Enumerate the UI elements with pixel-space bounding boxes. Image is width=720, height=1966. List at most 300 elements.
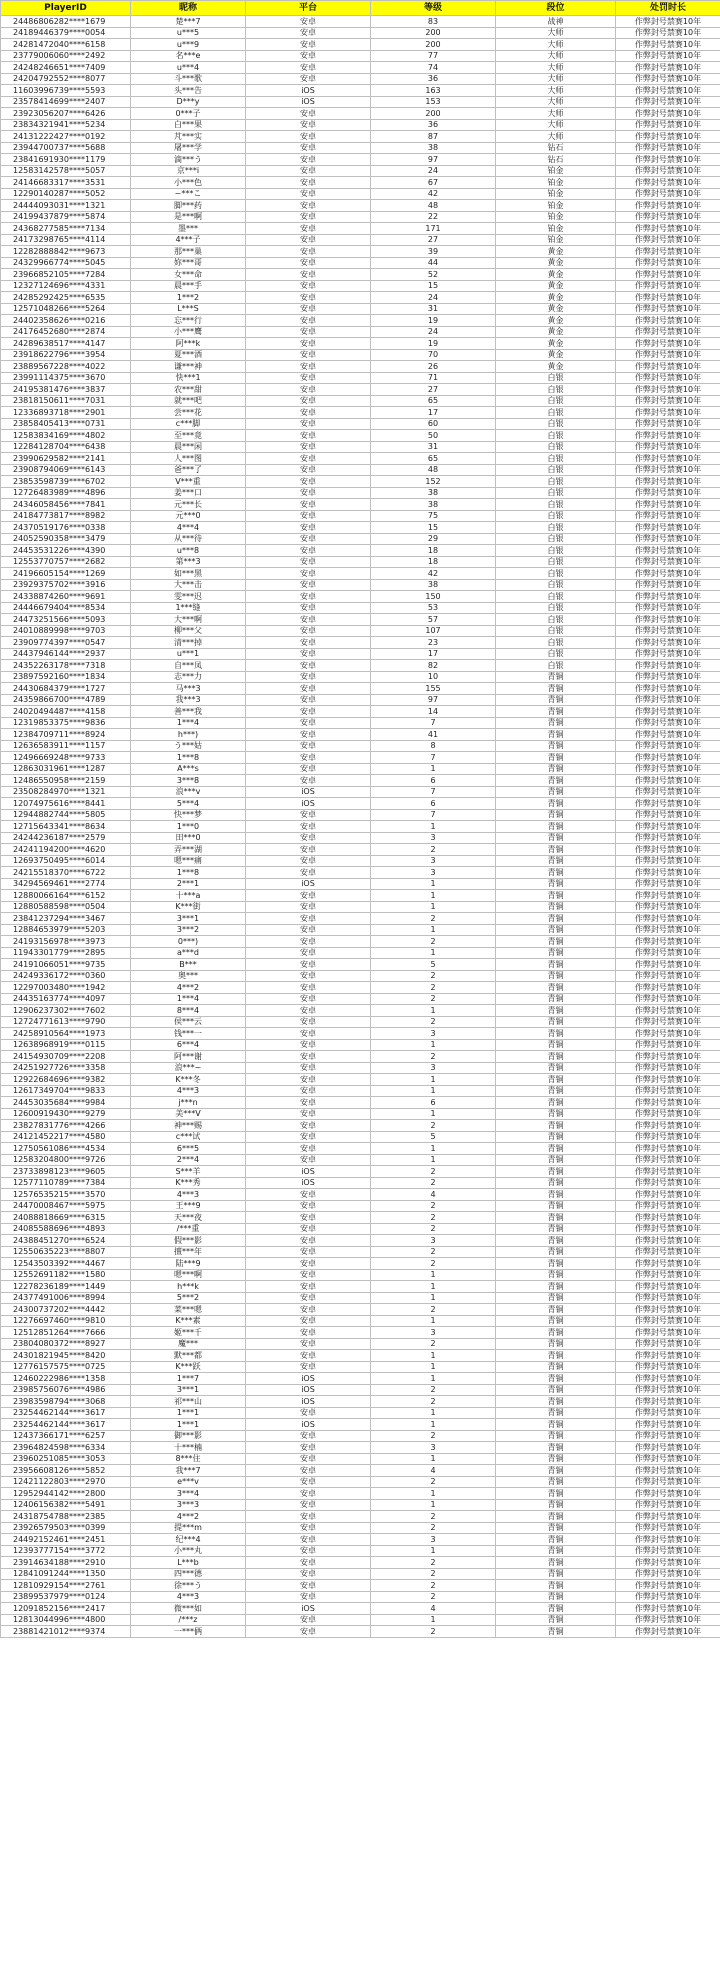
cell-rank: 青铜 bbox=[496, 1143, 616, 1155]
cell-rank: 青铜 bbox=[496, 890, 616, 902]
table-row[interactable] bbox=[1, 326, 720, 338]
table-row[interactable] bbox=[1, 1407, 720, 1419]
table-row[interactable] bbox=[1, 1200, 720, 1212]
table-row[interactable] bbox=[1, 1212, 720, 1224]
cell-platform: 安卓 bbox=[246, 556, 371, 568]
table-row[interactable] bbox=[1, 763, 720, 775]
cell-penalty: 作弊封号禁赛10年 bbox=[616, 1568, 720, 1580]
cell-rank: 青铜 bbox=[496, 1396, 616, 1408]
table-row[interactable] bbox=[1, 1557, 720, 1569]
cell-player-id: 24318754788****2385 bbox=[1, 1511, 131, 1523]
cell-rank: 白银 bbox=[496, 430, 616, 442]
cell-rank: 青铜 bbox=[496, 1338, 616, 1350]
table-row[interactable] bbox=[1, 844, 720, 856]
table-row[interactable] bbox=[1, 1476, 720, 1488]
cell-nickname: 如***黑 bbox=[131, 568, 246, 580]
cell-rank: 白银 bbox=[496, 660, 616, 672]
cell-penalty: 作弊封号禁赛10年 bbox=[616, 591, 720, 603]
table-row[interactable] bbox=[1, 315, 720, 327]
table-row[interactable] bbox=[1, 637, 720, 649]
cell-penalty: 作弊封号禁赛10年 bbox=[616, 1603, 720, 1615]
table-row[interactable] bbox=[1, 1051, 720, 1063]
table-row[interactable] bbox=[1, 982, 720, 994]
table-row[interactable] bbox=[1, 936, 720, 948]
table-row[interactable] bbox=[1, 706, 720, 718]
cell-penalty: 作弊封号禁赛10年 bbox=[616, 671, 720, 683]
cell-player-id: 23254462144****3617 bbox=[1, 1419, 131, 1431]
cell-level: 7 bbox=[371, 752, 496, 764]
cell-rank: 青铜 bbox=[496, 1200, 616, 1212]
cell-penalty: 作弊封号禁赛10年 bbox=[616, 395, 720, 407]
table-row[interactable] bbox=[1, 476, 720, 488]
cell-nickname: 3***1 bbox=[131, 913, 246, 925]
table-row[interactable] bbox=[1, 430, 720, 442]
cell-rank: 白银 bbox=[496, 602, 616, 614]
table-row[interactable] bbox=[1, 545, 720, 557]
cell-penalty: 作弊封号禁赛10年 bbox=[616, 200, 720, 212]
table-row[interactable] bbox=[1, 510, 720, 522]
cell-rank: 大师 bbox=[496, 119, 616, 131]
table-row[interactable] bbox=[1, 924, 720, 936]
table-row[interactable] bbox=[1, 1338, 720, 1350]
table-row[interactable] bbox=[1, 867, 720, 879]
cell-platform: 安卓 bbox=[246, 1212, 371, 1224]
header-nickname[interactable]: 昵称 bbox=[131, 1, 246, 16]
cell-penalty: 作弊封号禁赛10年 bbox=[616, 16, 720, 28]
cell-penalty: 作弊封号禁赛10年 bbox=[616, 1028, 720, 1040]
table-row[interactable] bbox=[1, 855, 720, 867]
cell-penalty: 作弊封号禁赛10年 bbox=[616, 1097, 720, 1109]
cell-rank: 青铜 bbox=[496, 844, 616, 856]
cell-penalty: 作弊封号禁赛10年 bbox=[616, 844, 720, 856]
cell-level: 2 bbox=[371, 1626, 496, 1638]
cell-rank: 青铜 bbox=[496, 752, 616, 764]
cell-player-id: 24199437879****5874 bbox=[1, 211, 131, 223]
cell-platform: iOS bbox=[246, 85, 371, 97]
cell-nickname: 钱***一 bbox=[131, 1028, 246, 1040]
table-row[interactable] bbox=[1, 1384, 720, 1396]
cell-rank: 黄金 bbox=[496, 269, 616, 281]
cell-level: 44 bbox=[371, 257, 496, 269]
table-row[interactable] bbox=[1, 901, 720, 913]
table-row[interactable] bbox=[1, 257, 720, 269]
cell-nickname: c***试 bbox=[131, 1131, 246, 1143]
table-row[interactable] bbox=[1, 223, 720, 235]
cell-player-id: 23929375702****3916 bbox=[1, 579, 131, 591]
cell-player-id: 12600919430****9279 bbox=[1, 1108, 131, 1120]
cell-nickname: 阿***k bbox=[131, 338, 246, 350]
cell-nickname: 楚***7 bbox=[131, 16, 246, 28]
table-row[interactable] bbox=[1, 890, 720, 902]
cell-player-id: 12750561086****4534 bbox=[1, 1143, 131, 1155]
cell-level: 19 bbox=[371, 315, 496, 327]
cell-nickname: 十***a bbox=[131, 890, 246, 902]
table-row[interactable] bbox=[1, 1568, 720, 1580]
cell-platform: 安卓 bbox=[246, 441, 371, 453]
cell-platform: 安卓 bbox=[246, 1557, 371, 1569]
cell-rank: 青铜 bbox=[496, 1269, 616, 1281]
cell-player-id: 34294569461****2774 bbox=[1, 878, 131, 890]
table-row[interactable] bbox=[1, 1534, 720, 1546]
cell-nickname: u***8 bbox=[131, 545, 246, 557]
cell-level: 2 bbox=[371, 982, 496, 994]
cell-penalty: 作弊封号禁赛10年 bbox=[616, 1396, 720, 1408]
cell-rank: 青铜 bbox=[496, 1085, 616, 1097]
cell-platform: 安卓 bbox=[246, 27, 371, 39]
table-row[interactable] bbox=[1, 1626, 720, 1638]
cell-nickname: 1***1 bbox=[131, 1419, 246, 1431]
cell-rank: 黄金 bbox=[496, 338, 616, 350]
table-row[interactable] bbox=[1, 384, 720, 396]
table-row[interactable] bbox=[1, 694, 720, 706]
cell-platform: 安卓 bbox=[246, 246, 371, 258]
table-row[interactable] bbox=[1, 1189, 720, 1201]
cell-player-id: 24020494487****4158 bbox=[1, 706, 131, 718]
table-row[interactable] bbox=[1, 62, 720, 74]
cell-rank: 黄金 bbox=[496, 326, 616, 338]
cell-nickname: 爸***了 bbox=[131, 464, 246, 476]
table-row[interactable] bbox=[1, 1166, 720, 1178]
cell-nickname: 1***7 bbox=[131, 1373, 246, 1385]
cell-rank: 青铜 bbox=[496, 1373, 616, 1385]
table-row[interactable] bbox=[1, 1120, 720, 1132]
cell-level: 2 bbox=[371, 1511, 496, 1523]
table-row[interactable] bbox=[1, 1545, 720, 1557]
table-row[interactable] bbox=[1, 142, 720, 154]
cell-level: 1 bbox=[371, 1005, 496, 1017]
table-row[interactable] bbox=[1, 1246, 720, 1258]
cell-player-id: 23926579503****0399 bbox=[1, 1522, 131, 1534]
cell-rank: 青铜 bbox=[496, 1476, 616, 1488]
cell-player-id: 23818150611****7031 bbox=[1, 395, 131, 407]
table-row[interactable] bbox=[1, 39, 720, 51]
cell-nickname: ~***こ bbox=[131, 188, 246, 200]
cell-nickname: 元***长 bbox=[131, 499, 246, 511]
table-row[interactable] bbox=[1, 740, 720, 752]
table-row[interactable] bbox=[1, 338, 720, 350]
cell-rank: 青铜 bbox=[496, 970, 616, 982]
cell-platform: 安卓 bbox=[246, 1062, 371, 1074]
cell-penalty: 作弊封号禁赛10年 bbox=[616, 1384, 720, 1396]
cell-penalty: 作弊封号禁赛10年 bbox=[616, 1212, 720, 1224]
cell-nickname: 3***2 bbox=[131, 924, 246, 936]
table-row[interactable] bbox=[1, 349, 720, 361]
table-row[interactable] bbox=[1, 1304, 720, 1316]
table-row[interactable] bbox=[1, 441, 720, 453]
table-row[interactable] bbox=[1, 1373, 720, 1385]
cell-player-id: 12693750495****6014 bbox=[1, 855, 131, 867]
table-row[interactable] bbox=[1, 970, 720, 982]
cell-platform: 安卓 bbox=[246, 1200, 371, 1212]
cell-player-id: 24453531226****4390 bbox=[1, 545, 131, 557]
cell-nickname: 名***e bbox=[131, 50, 246, 62]
cell-nickname: 田***0 bbox=[131, 832, 246, 844]
table-row[interactable] bbox=[1, 1269, 720, 1281]
cell-platform: 安卓 bbox=[246, 752, 371, 764]
cell-platform: 安卓 bbox=[246, 625, 371, 637]
cell-level: 2 bbox=[371, 1051, 496, 1063]
cell-penalty: 作弊封号禁赛10年 bbox=[616, 1085, 720, 1097]
table-row[interactable] bbox=[1, 1396, 720, 1408]
table-row[interactable] bbox=[1, 487, 720, 499]
table-row[interactable] bbox=[1, 1453, 720, 1465]
table-row[interactable] bbox=[1, 1131, 720, 1143]
table-row[interactable] bbox=[1, 453, 720, 465]
cell-level: 2 bbox=[371, 1557, 496, 1569]
cell-penalty: 作弊封号禁赛10年 bbox=[616, 62, 720, 74]
table-row[interactable] bbox=[1, 407, 720, 419]
cell-penalty: 作弊封号禁赛10年 bbox=[616, 407, 720, 419]
table-row[interactable] bbox=[1, 625, 720, 637]
header-player-id[interactable]: PlayerID bbox=[1, 1, 131, 16]
cell-rank: 青铜 bbox=[496, 1361, 616, 1373]
table-row[interactable] bbox=[1, 177, 720, 189]
table-row[interactable] bbox=[1, 108, 720, 120]
cell-player-id: 12880066164****6152 bbox=[1, 890, 131, 902]
table-row[interactable] bbox=[1, 1350, 720, 1362]
table-row[interactable] bbox=[1, 303, 720, 315]
cell-level: 2 bbox=[371, 1476, 496, 1488]
cell-platform: 安卓 bbox=[246, 545, 371, 557]
table-row[interactable] bbox=[1, 1292, 720, 1304]
cell-platform: 安卓 bbox=[246, 1085, 371, 1097]
table-row[interactable] bbox=[1, 809, 720, 821]
cell-nickname: 美***V bbox=[131, 1108, 246, 1120]
cell-level: 53 bbox=[371, 602, 496, 614]
table-row[interactable] bbox=[1, 660, 720, 672]
table-row[interactable] bbox=[1, 1430, 720, 1442]
table-row[interactable] bbox=[1, 556, 720, 568]
table-row[interactable] bbox=[1, 913, 720, 925]
cell-platform: 安卓 bbox=[246, 1189, 371, 1201]
cell-nickname: 3***4 bbox=[131, 1488, 246, 1500]
table-row[interactable] bbox=[1, 579, 720, 591]
table-row[interactable] bbox=[1, 1281, 720, 1293]
table-row[interactable] bbox=[1, 1235, 720, 1247]
cell-player-id: 23254462144****3617 bbox=[1, 1407, 131, 1419]
cell-penalty: 作弊封号禁赛10年 bbox=[616, 970, 720, 982]
table-row[interactable] bbox=[1, 16, 720, 28]
cell-level: 27 bbox=[371, 384, 496, 396]
cell-penalty: 作弊封号禁赛10年 bbox=[616, 1315, 720, 1327]
table-row[interactable] bbox=[1, 1603, 720, 1615]
cell-platform: 安卓 bbox=[246, 568, 371, 580]
cell-nickname: S***羊 bbox=[131, 1166, 246, 1178]
cell-penalty: 作弊封号禁赛10年 bbox=[616, 441, 720, 453]
table-row[interactable] bbox=[1, 522, 720, 534]
table-row[interactable] bbox=[1, 246, 720, 258]
table-row[interactable] bbox=[1, 1511, 720, 1523]
table-row[interactable] bbox=[1, 1465, 720, 1477]
table-row[interactable] bbox=[1, 671, 720, 683]
table-row[interactable] bbox=[1, 591, 720, 603]
cell-level: 1 bbox=[371, 924, 496, 936]
cell-rank: 黄金 bbox=[496, 257, 616, 269]
table-row[interactable] bbox=[1, 775, 720, 787]
cell-nickname: 神***赐 bbox=[131, 1120, 246, 1132]
table-row[interactable] bbox=[1, 1522, 720, 1534]
table-row[interactable] bbox=[1, 361, 720, 373]
table-row[interactable] bbox=[1, 1223, 720, 1235]
table-row[interactable] bbox=[1, 499, 720, 511]
table-row[interactable] bbox=[1, 1108, 720, 1120]
cell-player-id: 12906237302****7602 bbox=[1, 1005, 131, 1017]
table-row[interactable] bbox=[1, 1442, 720, 1454]
cell-player-id: 12393777154****3772 bbox=[1, 1545, 131, 1557]
table-row[interactable] bbox=[1, 1258, 720, 1270]
cell-rank: 铂金 bbox=[496, 223, 616, 235]
cell-rank: 白银 bbox=[496, 648, 616, 660]
table-row[interactable] bbox=[1, 683, 720, 695]
cell-level: 26 bbox=[371, 361, 496, 373]
table-row[interactable] bbox=[1, 395, 720, 407]
table-row[interactable] bbox=[1, 1062, 720, 1074]
cell-penalty: 作弊封号禁赛10年 bbox=[616, 913, 720, 925]
cell-platform: 安卓 bbox=[246, 223, 371, 235]
table-row[interactable] bbox=[1, 1177, 720, 1189]
table-row[interactable] bbox=[1, 292, 720, 304]
table-row[interactable] bbox=[1, 372, 720, 384]
cell-player-id: 23966852105****7284 bbox=[1, 269, 131, 281]
table-row[interactable] bbox=[1, 188, 720, 200]
cell-nickname: K***跃 bbox=[131, 1361, 246, 1373]
header-penalty[interactable]: 处罚时长 bbox=[616, 1, 720, 16]
cell-nickname: 四***德 bbox=[131, 1568, 246, 1580]
cell-platform: 安卓 bbox=[246, 867, 371, 879]
header-level[interactable]: 等级 bbox=[371, 1, 496, 16]
table-row[interactable] bbox=[1, 280, 720, 292]
cell-penalty: 作弊封号禁赛10年 bbox=[616, 188, 720, 200]
table-row[interactable] bbox=[1, 1143, 720, 1155]
cell-rank: 青铜 bbox=[496, 1614, 616, 1626]
cell-penalty: 作弊封号禁赛10年 bbox=[616, 1131, 720, 1143]
cell-penalty: 作弊封号禁赛10年 bbox=[616, 1143, 720, 1155]
cell-rank: 青铜 bbox=[496, 1281, 616, 1293]
cell-platform: 安卓 bbox=[246, 660, 371, 672]
cell-nickname: 菜***嗯 bbox=[131, 1304, 246, 1316]
table-row[interactable] bbox=[1, 119, 720, 131]
cell-nickname: 善***我 bbox=[131, 706, 246, 718]
header-platform[interactable]: 平台 bbox=[246, 1, 371, 16]
table-row[interactable] bbox=[1, 269, 720, 281]
table-row[interactable] bbox=[1, 1419, 720, 1431]
table-row[interactable] bbox=[1, 878, 720, 890]
table-row[interactable] bbox=[1, 568, 720, 580]
cell-penalty: 作弊封号禁赛10年 bbox=[616, 855, 720, 867]
table-row[interactable] bbox=[1, 786, 720, 798]
cell-player-id: 12583204800****9726 bbox=[1, 1154, 131, 1166]
table-row[interactable] bbox=[1, 1591, 720, 1603]
table-row[interactable] bbox=[1, 993, 720, 1005]
cell-player-id: 24346058456****7841 bbox=[1, 499, 131, 511]
table-row[interactable] bbox=[1, 73, 720, 85]
table-row[interactable] bbox=[1, 1361, 720, 1373]
cell-platform: 安卓 bbox=[246, 1338, 371, 1350]
table-row[interactable] bbox=[1, 1005, 720, 1017]
table-row[interactable] bbox=[1, 648, 720, 660]
cell-platform: 安卓 bbox=[246, 1361, 371, 1373]
table-row[interactable] bbox=[1, 50, 720, 62]
cell-rank: 大师 bbox=[496, 108, 616, 120]
table-row[interactable] bbox=[1, 1315, 720, 1327]
cell-platform: iOS bbox=[246, 1373, 371, 1385]
cell-penalty: 作弊封号禁赛10年 bbox=[616, 1534, 720, 1546]
table-row[interactable] bbox=[1, 96, 720, 108]
table-row[interactable] bbox=[1, 959, 720, 971]
cell-player-id: 24085588696****4893 bbox=[1, 1223, 131, 1235]
table-row[interactable] bbox=[1, 1580, 720, 1592]
table-row[interactable] bbox=[1, 211, 720, 223]
cell-level: 1 bbox=[371, 1281, 496, 1293]
table-row[interactable] bbox=[1, 533, 720, 545]
cell-player-id: 23841691930****1179 bbox=[1, 154, 131, 166]
table-row[interactable] bbox=[1, 1154, 720, 1166]
cell-rank: 青铜 bbox=[496, 1051, 616, 1063]
table-row[interactable] bbox=[1, 418, 720, 430]
header-rank[interactable]: 段位 bbox=[496, 1, 616, 16]
cell-platform: iOS bbox=[246, 878, 371, 890]
cell-platform: 安卓 bbox=[246, 39, 371, 51]
cell-penalty: 作弊封号禁赛10年 bbox=[616, 1177, 720, 1189]
table-row[interactable] bbox=[1, 947, 720, 959]
table-row[interactable] bbox=[1, 1039, 720, 1051]
cell-penalty: 作弊封号禁赛10年 bbox=[616, 786, 720, 798]
table-row[interactable] bbox=[1, 234, 720, 246]
table-row[interactable] bbox=[1, 131, 720, 143]
cell-penalty: 作弊封号禁赛10年 bbox=[616, 533, 720, 545]
cell-level: 50 bbox=[371, 430, 496, 442]
table-row[interactable] bbox=[1, 602, 720, 614]
table-row[interactable] bbox=[1, 154, 720, 166]
table-row[interactable] bbox=[1, 1074, 720, 1086]
table-row[interactable] bbox=[1, 821, 720, 833]
table-row[interactable] bbox=[1, 614, 720, 626]
table-row[interactable] bbox=[1, 464, 720, 476]
cell-player-id: 23841237294****3467 bbox=[1, 913, 131, 925]
cell-player-id: 12617349704****9833 bbox=[1, 1085, 131, 1097]
table-row[interactable] bbox=[1, 832, 720, 844]
table-row[interactable] bbox=[1, 1614, 720, 1626]
table-row[interactable] bbox=[1, 1488, 720, 1500]
cell-player-id: 23779006060****2492 bbox=[1, 50, 131, 62]
table-row[interactable] bbox=[1, 729, 720, 741]
table-row[interactable] bbox=[1, 717, 720, 729]
cell-level: 3 bbox=[371, 867, 496, 879]
table-row[interactable] bbox=[1, 165, 720, 177]
cell-level: 38 bbox=[371, 579, 496, 591]
cell-rank: 大师 bbox=[496, 27, 616, 39]
cell-player-id: 12512851264****7666 bbox=[1, 1327, 131, 1339]
table-row[interactable] bbox=[1, 1028, 720, 1040]
table-row[interactable] bbox=[1, 85, 720, 97]
cell-level: 70 bbox=[371, 349, 496, 361]
table-row[interactable] bbox=[1, 27, 720, 39]
cell-player-id: 24285292425****6535 bbox=[1, 292, 131, 304]
cell-platform: 安卓 bbox=[246, 1039, 371, 1051]
table-row[interactable] bbox=[1, 1097, 720, 1109]
table-row[interactable] bbox=[1, 1499, 720, 1511]
cell-nickname: 5***2 bbox=[131, 1292, 246, 1304]
cell-rank: 钻石 bbox=[496, 154, 616, 166]
cell-platform: 安卓 bbox=[246, 775, 371, 787]
table-row[interactable] bbox=[1, 1327, 720, 1339]
table-row[interactable] bbox=[1, 798, 720, 810]
cell-level: 1 bbox=[371, 878, 496, 890]
table-row[interactable] bbox=[1, 752, 720, 764]
table-row[interactable] bbox=[1, 1085, 720, 1097]
table-row[interactable] bbox=[1, 200, 720, 212]
table-row[interactable] bbox=[1, 1016, 720, 1028]
